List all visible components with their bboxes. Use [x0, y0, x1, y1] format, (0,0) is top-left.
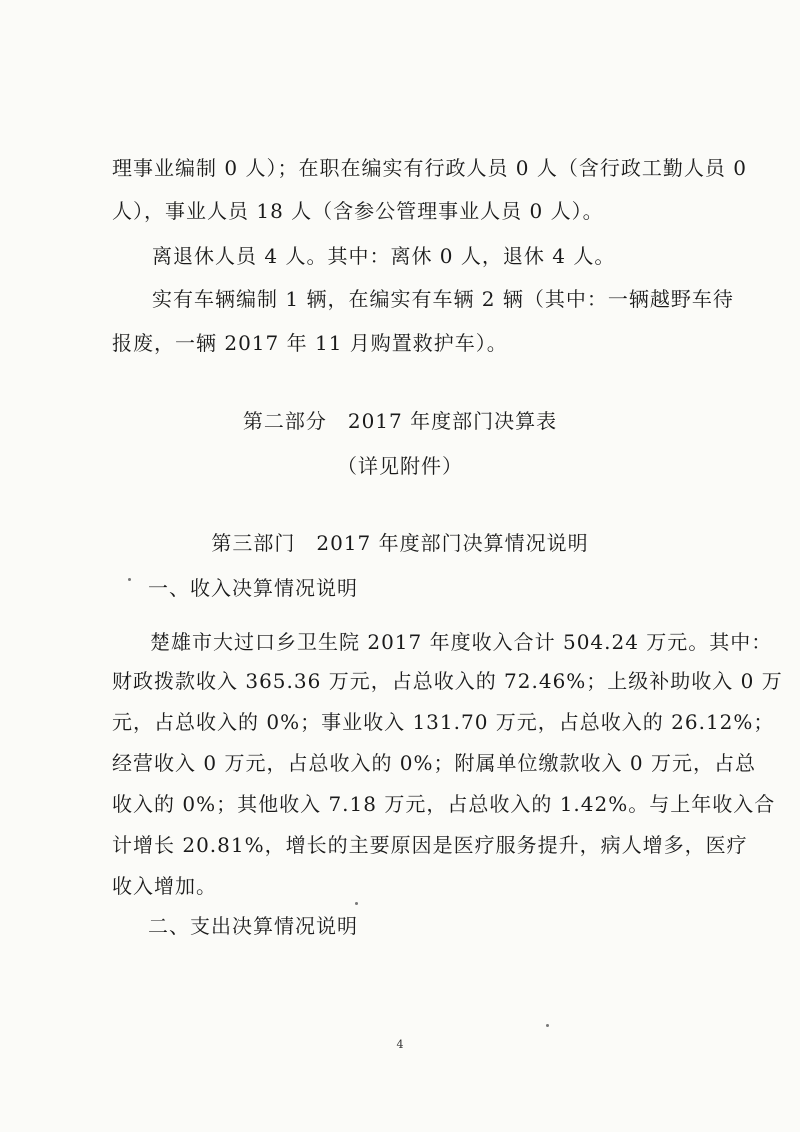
staff-line-2: 人），事业人员 18 人（含参公管理事业人员 0 人）。	[112, 199, 604, 223]
income-line-1: 楚雄市大过口乡卫生院 2017 年度收入合计 504.24 万元。其中：	[150, 630, 773, 654]
income-line-7: 收入增加。	[112, 874, 217, 898]
part3-title: 第三部门 2017 年度部门决算情况说明	[211, 531, 589, 555]
scan-speck	[128, 578, 131, 581]
page-number: 4	[396, 1038, 404, 1051]
staff-line-1: 理事业编制 0 人）；在职在编实有行政人员 0 人（含行政工勤人员 0	[112, 156, 747, 180]
part2-subtitle: （详见附件）	[337, 454, 463, 478]
section1-heading: 一、收入决算情况说明	[148, 576, 358, 600]
scan-speck	[355, 902, 358, 905]
vehicles-line-2: 报废，一辆 2017 年 11 月购置救护车）。	[112, 331, 508, 355]
part2-title: 第二部分 2017 年度部门决算表	[242, 409, 558, 433]
income-line-5: 收入的 0%；其他收入 7.18 万元，占总收入的 1.42%。与上年收入合	[112, 792, 776, 816]
income-line-2: 财政拨款收入 365.36 万元，占总收入的 72.46%；上级补助收入 0 万	[112, 669, 783, 693]
income-line-6: 计增长 20.81%，增长的主要原因是医疗服务提升，病人增多，医疗	[112, 833, 748, 857]
scan-speck	[546, 1024, 549, 1027]
income-line-3: 元，占总收入的 0%；事业收入 131.70 万元，占总收入的 26.12%；	[112, 710, 775, 734]
vehicles-line-1: 实有车辆编制 1 辆，在编实有车辆 2 辆（其中：一辆越野车待	[152, 287, 734, 311]
retired-paragraph: 离退休人员 4 人。其中：离休 0 人，退休 4 人。	[152, 244, 616, 268]
section2-heading: 二、支出决算情况说明	[148, 914, 358, 938]
income-line-4: 经营收入 0 万元，占总收入的 0%；附属单位缴款收入 0 万元，占总	[112, 751, 756, 775]
